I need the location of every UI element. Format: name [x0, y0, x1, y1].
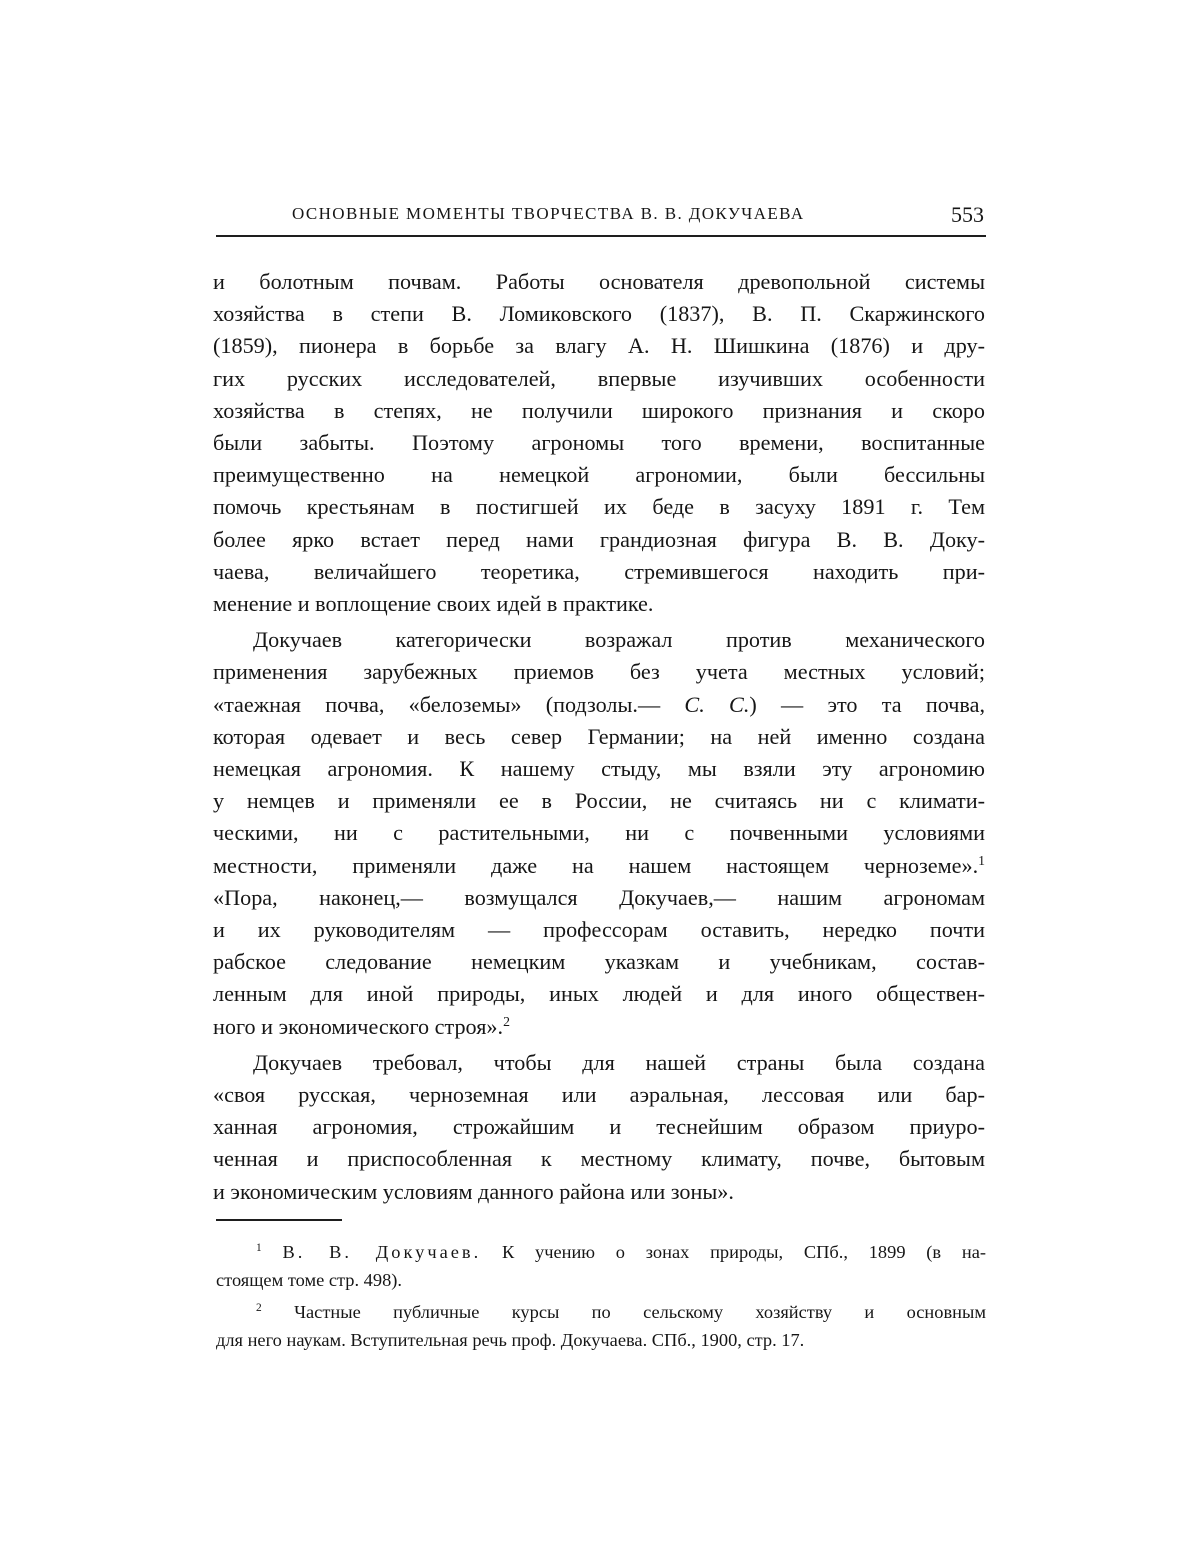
- footnote-line: [216, 1298, 986, 1326]
- paragraph-1: [213, 266, 985, 620]
- footnotes: [216, 1238, 986, 1354]
- text-line: у немцев и применяли ее в России, не считаясь ни с климати-: [213, 785, 985, 817]
- footnote-line: [216, 1238, 986, 1266]
- footnote-1: [216, 1238, 986, 1294]
- quote-continuation: ) — это та почва,: [749, 692, 985, 717]
- text-line: немецкая агрономия. К нашему стыду, мы взяли эту агрономию: [213, 753, 985, 785]
- text-line: чаева, величайшего теоретика, стремившегося находить при-: [213, 556, 985, 588]
- text-line: ханная агрономия, строжайшим и теснейшим образом приуро-: [213, 1111, 985, 1143]
- page-header: [216, 204, 986, 228]
- footnote-citation: К учению о зонах природы, СПб., 1899 (в на-: [502, 1242, 986, 1262]
- quote-start: «таежная почва, «белоземы» (подзолы.—: [213, 692, 660, 717]
- paragraph-2: [213, 624, 985, 1043]
- paragraph-3: [213, 1047, 985, 1208]
- text-line: более ярко встает перед нами грандиозная фигура В. В. Доку-: [213, 524, 985, 556]
- header-rule: [216, 235, 986, 237]
- page-number: 553: [951, 202, 984, 228]
- text-line: применения зарубежных приемов без учета местных условий;: [213, 656, 985, 688]
- footnote-marker: 1: [256, 1242, 262, 1254]
- text-line: ченная и приспособленная к местному климату, почве, бытовым: [213, 1143, 985, 1175]
- text-line: «своя русская, черноземная или аэральная, лессовая или бар-: [213, 1079, 985, 1111]
- main-text: [213, 266, 985, 1208]
- author-initials: С. С.: [684, 692, 749, 717]
- text-line: и болотным почвам. Работы основателя древопольной системы: [213, 266, 985, 298]
- text-line: рабское следование немецким указкам и учебникам, состав-: [213, 946, 985, 978]
- quote-end: ного и экономического строя».: [213, 1014, 503, 1039]
- quote-end: местности, применяли даже на нашем настоящем черноземе».: [213, 853, 978, 878]
- text-line-with-note: [213, 1011, 985, 1043]
- text-line-with-note: [213, 850, 985, 882]
- footnote-rule: [216, 1219, 342, 1221]
- footnote-author: В. В. Докучаев.: [282, 1242, 481, 1262]
- text-line: помочь крестьянам в постигшей их беде в засуху 1891 г. Тем: [213, 491, 985, 523]
- text-line: «Пора, наконец,— возмущался Докучаев,— нашим агрономам: [213, 882, 985, 914]
- text-line: которая одевает и весь север Германии; на ней именно создана: [213, 721, 985, 753]
- text-line: были забыты. Поэтому агрономы того времени, воспитанные: [213, 427, 985, 459]
- text-line: ческими, ни с растительными, ни с почвенными условиями: [213, 817, 985, 849]
- text-line: Докучаев категорически возражал против механического: [213, 624, 985, 656]
- text-line: преимущественно на немецкой агрономии, были бессильны: [213, 459, 985, 491]
- footnote-2: [216, 1298, 986, 1354]
- running-title: ОСНОВНЫЕ МОМЕНТЫ ТВОРЧЕСТВА В. В. ДОКУЧАЕВА: [292, 204, 805, 224]
- text-line-with-initials: [213, 689, 985, 721]
- text-line: и экономическим условиям данного района или зоны».: [213, 1176, 985, 1208]
- footnote-ref-1[interactable]: 1: [978, 852, 985, 867]
- text-line: Докучаев требовал, чтобы для нашей страны была создана: [213, 1047, 985, 1079]
- text-line: хозяйства в степи В. Ломиковского (1837), В. П. Скаржинского: [213, 298, 985, 330]
- footnote-marker: 2: [256, 1302, 262, 1314]
- book-page: [0, 0, 1200, 1560]
- footnote-line: стоящем томе стр. 498).: [216, 1266, 986, 1294]
- footnote-line: для него наукам. Вступительная речь проф. Докучаева. СПб., 1900, стр. 17.: [216, 1326, 986, 1354]
- text-line: менение и воплощение своих идей в практике.: [213, 588, 985, 620]
- text-line: (1859), пионера в борьбе за влагу А. Н. Шишкина (1876) и дру-: [213, 330, 985, 362]
- text-line: ленным для иной природы, иных людей и для иного обществен-: [213, 978, 985, 1010]
- footnote-citation: Частные публичные курсы по сельскому хозяйству и основным: [294, 1302, 986, 1322]
- text-line: хозяйства в степях, не получили широкого признания и скоро: [213, 395, 985, 427]
- footnote-ref-2[interactable]: 2: [503, 1013, 510, 1028]
- text-line: гих русских исследователей, впервые изучивших особенности: [213, 363, 985, 395]
- text-line: и их руководителям — профессорам оставить, нередко почти: [213, 914, 985, 946]
